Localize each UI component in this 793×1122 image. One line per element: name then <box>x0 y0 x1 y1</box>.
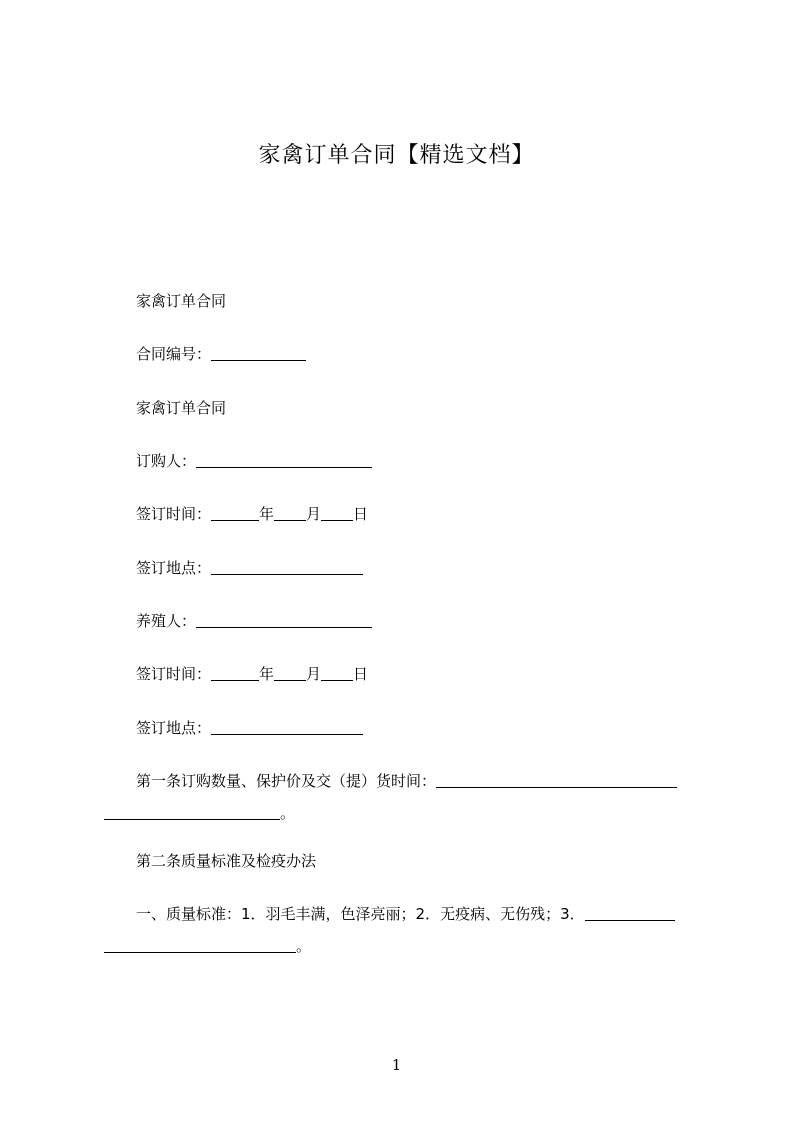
contract-number-line <box>136 344 306 364</box>
contract-number-blank[interactable] <box>211 345 306 361</box>
clause-1-blank-a[interactable] <box>436 772 677 788</box>
breeder-sign-place-label: 签订地点： <box>136 719 212 737</box>
breeder-year-label: 年 <box>259 665 275 683</box>
breeder-year-blank[interactable] <box>211 665 259 681</box>
buyer-sign-time-line <box>136 504 368 524</box>
breeder-sign-time-label: 签订时间： <box>136 665 212 683</box>
breeder-day-label: 日 <box>353 665 369 683</box>
document-title: 家禽订单合同【精选文档】 <box>258 143 535 168</box>
clause-1-text: 第一条订购数量、保护价及交（提）货时间： <box>136 772 437 790</box>
buyer-month-blank[interactable] <box>274 505 306 521</box>
buyer-sign-time-label: 签订时间： <box>136 505 212 523</box>
buyer-sign-place-line <box>136 558 363 578</box>
buyer-month-label: 月 <box>306 505 322 523</box>
contract-heading: 家禽订单合同 <box>136 292 227 310</box>
buyer-sign-place-blank[interactable] <box>211 559 363 575</box>
clause-2-item-1-text: 一、质量标准：1．羽毛丰满，色泽亮丽；2．无疫病、无伤残；3． <box>136 905 585 923</box>
buyer-year-label: 年 <box>259 505 275 523</box>
buyer-day-label: 日 <box>353 505 369 523</box>
clause-2-item-1-blank-a[interactable] <box>585 905 675 921</box>
breeder-month-blank[interactable] <box>274 665 306 681</box>
buyer-label: 订购人： <box>136 452 197 470</box>
breeder-sign-place-blank[interactable] <box>211 719 363 735</box>
buyer-year-blank[interactable] <box>211 505 259 521</box>
buyer-blank[interactable] <box>196 452 372 468</box>
buyer-sign-place-label: 签订地点： <box>136 559 212 577</box>
page-number: 1 <box>391 1056 402 1074</box>
clause-2-item-1-blank-b[interactable] <box>104 937 296 953</box>
breeder-sign-place-line <box>136 718 363 738</box>
contract-subheading: 家禽订单合同 <box>136 399 227 417</box>
clause-1-blank-b[interactable] <box>104 804 280 820</box>
clause-2-item-1 <box>104 904 704 956</box>
breeder-month-label: 月 <box>306 665 322 683</box>
clause-1 <box>104 771 704 823</box>
breeder-line <box>136 611 372 631</box>
buyer-line <box>136 451 372 471</box>
contract-number-label: 合同编号： <box>136 345 212 363</box>
breeder-sign-time-line <box>136 664 368 684</box>
breeder-label: 养殖人： <box>136 612 197 630</box>
clause-2-item-1-period: 。 <box>296 937 312 955</box>
clause-2-heading: 第二条质量标准及检疫办法 <box>136 852 317 870</box>
breeder-blank[interactable] <box>196 612 372 628</box>
clause-1-period: 。 <box>280 804 296 822</box>
buyer-day-blank[interactable] <box>321 505 353 521</box>
breeder-day-blank[interactable] <box>321 665 353 681</box>
